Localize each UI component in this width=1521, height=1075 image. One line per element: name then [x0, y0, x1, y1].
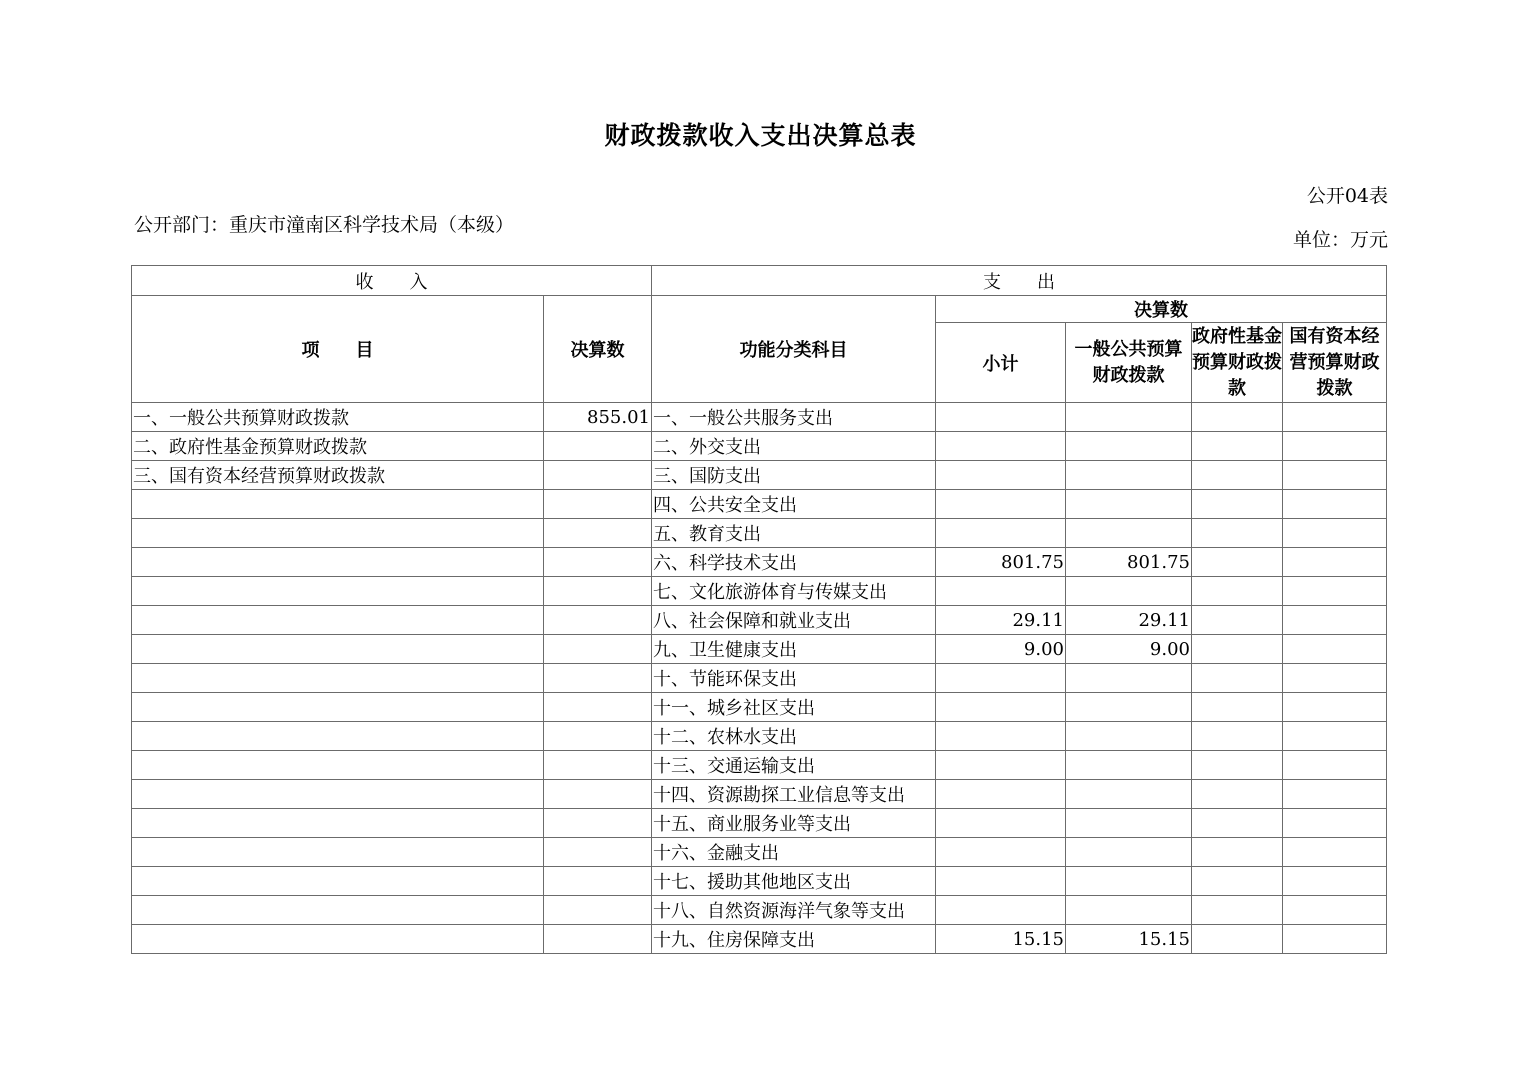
expense-item-cell: 二、外交支出: [652, 432, 936, 461]
gov-fund-cell: [1192, 461, 1283, 490]
general-budget-cell: [1066, 664, 1192, 693]
general-budget-cell: [1066, 867, 1192, 896]
income-amount-cell: [544, 461, 652, 490]
expense-item-cell: 六、科学技术支出: [652, 548, 936, 577]
subtotal-cell: [936, 867, 1066, 896]
income-amount-cell: [544, 925, 652, 954]
state-capital-cell: [1283, 432, 1387, 461]
subtotal-cell: 29.11: [936, 606, 1066, 635]
gov-fund-cell: [1192, 867, 1283, 896]
item-header: 项 目: [132, 296, 544, 403]
state-capital-cell: [1283, 461, 1387, 490]
subtotal-cell: [936, 809, 1066, 838]
state-capital-cell: [1283, 809, 1387, 838]
expense-item-cell: 七、文化旅游体育与传媒支出: [652, 577, 936, 606]
gov-fund-cell: [1192, 432, 1283, 461]
state-capital-cell: [1283, 490, 1387, 519]
income-amount-cell: [544, 896, 652, 925]
state-capital-cell: [1283, 751, 1387, 780]
expense-section-header: 支 出: [652, 266, 1387, 296]
state-capital-cell: [1283, 635, 1387, 664]
table-row: [132, 606, 1387, 635]
gov-fund-cell: [1192, 577, 1283, 606]
gov-fund-cell: [1192, 751, 1283, 780]
income-item-cell: [132, 664, 544, 693]
income-item-cell: [132, 751, 544, 780]
gov-fund-cell: [1192, 722, 1283, 751]
general-budget-cell: 9.00: [1066, 635, 1192, 664]
table-row: [132, 432, 1387, 461]
subtotal-header: 小计: [936, 323, 1066, 403]
state-capital-cell: [1283, 403, 1387, 432]
expense-item-cell: 五、教育支出: [652, 519, 936, 548]
subtotal-cell: [936, 461, 1066, 490]
income-amount-cell: [544, 577, 652, 606]
function-category-header: 功能分类科目: [652, 296, 936, 403]
expense-item-cell: 三、国防支出: [652, 461, 936, 490]
expense-item-cell: 十五、商业服务业等支出: [652, 809, 936, 838]
expense-item-cell: 四、公共安全支出: [652, 490, 936, 519]
income-amount-cell: [544, 780, 652, 809]
table-row: [132, 867, 1387, 896]
income-amount-header: 决算数: [544, 296, 652, 403]
subtotal-cell: [936, 519, 1066, 548]
income-item-cell: [132, 490, 544, 519]
state-capital-cell: [1283, 780, 1387, 809]
table-row: [132, 403, 1387, 432]
general-budget-cell: [1066, 403, 1192, 432]
general-budget-cell: [1066, 519, 1192, 548]
gov-fund-cell: [1192, 548, 1283, 577]
subtotal-cell: [936, 403, 1066, 432]
gov-fund-cell: [1192, 519, 1283, 548]
income-section-header: 收 入: [132, 266, 652, 296]
expense-item-cell: 一、一般公共服务支出: [652, 403, 936, 432]
table-row: [132, 461, 1387, 490]
income-amount-cell: [544, 664, 652, 693]
expense-item-cell: 十九、住房保障支出: [652, 925, 936, 954]
general-budget-cell: [1066, 896, 1192, 925]
general-budget-cell: 15.15: [1066, 925, 1192, 954]
gov-fund-cell: [1192, 490, 1283, 519]
general-budget-cell: [1066, 461, 1192, 490]
income-item-cell: [132, 635, 544, 664]
expense-item-cell: 十三、交通运输支出: [652, 751, 936, 780]
state-capital-cell: [1283, 925, 1387, 954]
general-budget-header: 一般公共预算财政拨款: [1066, 323, 1192, 403]
subtotal-cell: 9.00: [936, 635, 1066, 664]
income-amount-cell: [544, 606, 652, 635]
general-budget-cell: [1066, 432, 1192, 461]
subtotal-cell: [936, 577, 1066, 606]
income-item-cell: [132, 722, 544, 751]
subtotal-cell: [936, 432, 1066, 461]
subtotal-cell: [936, 490, 1066, 519]
income-amount-cell: [544, 722, 652, 751]
income-item-cell: [132, 693, 544, 722]
final-accounts-group-header: 决算数: [936, 296, 1387, 323]
expense-item-cell: 八、社会保障和就业支出: [652, 606, 936, 635]
general-budget-cell: [1066, 751, 1192, 780]
income-amount-cell: 855.01: [544, 403, 652, 432]
state-capital-cell: [1283, 693, 1387, 722]
form-number: 公开04表: [1306, 185, 1388, 207]
gov-fund-cell: [1192, 693, 1283, 722]
general-budget-cell: [1066, 490, 1192, 519]
subtotal-cell: 801.75: [936, 548, 1066, 577]
subtotal-cell: [936, 838, 1066, 867]
state-capital-cell: [1283, 867, 1387, 896]
subtotal-cell: 15.15: [936, 925, 1066, 954]
gov-fund-cell: [1192, 809, 1283, 838]
expense-item-cell: 十、节能环保支出: [652, 664, 936, 693]
state-capital-cell: [1283, 896, 1387, 925]
general-budget-cell: [1066, 780, 1192, 809]
income-item-cell: [132, 925, 544, 954]
state-capital-cell: [1283, 519, 1387, 548]
state-capital-cell: [1283, 838, 1387, 867]
table-row: [132, 693, 1387, 722]
general-budget-cell: [1066, 809, 1192, 838]
income-amount-cell: [544, 519, 652, 548]
table-row: [132, 664, 1387, 693]
gov-fund-cell: [1192, 780, 1283, 809]
gov-fund-cell: [1192, 606, 1283, 635]
table-row: [132, 838, 1387, 867]
income-amount-cell: [544, 838, 652, 867]
gov-fund-cell: [1192, 838, 1283, 867]
table-row: [132, 548, 1387, 577]
general-budget-cell: 801.75: [1066, 548, 1192, 577]
income-item-cell: 二、政府性基金预算财政拨款: [132, 432, 544, 461]
gov-fund-cell: [1192, 925, 1283, 954]
income-amount-cell: [544, 751, 652, 780]
subtotal-cell: [936, 896, 1066, 925]
gov-fund-cell: [1192, 403, 1283, 432]
income-item-cell: [132, 606, 544, 635]
income-item-cell: 一、一般公共预算财政拨款: [132, 403, 544, 432]
income-item-cell: [132, 867, 544, 896]
gov-fund-cell: [1192, 635, 1283, 664]
table-row: [132, 925, 1387, 954]
expense-item-cell: 十二、农林水支出: [652, 722, 936, 751]
state-capital-cell: [1283, 664, 1387, 693]
income-amount-cell: [544, 432, 652, 461]
expense-item-cell: 十八、自然资源海洋气象等支出: [652, 896, 936, 925]
income-amount-cell: [544, 635, 652, 664]
income-item-cell: [132, 896, 544, 925]
income-amount-cell: [544, 490, 652, 519]
gov-fund-header: 政府性基金预算财政拨款: [1192, 323, 1283, 403]
income-amount-cell: [544, 548, 652, 577]
page-title: 财政拨款收入支出决算总表: [604, 121, 917, 150]
general-budget-cell: [1066, 722, 1192, 751]
gov-fund-cell: [1192, 664, 1283, 693]
general-budget-cell: [1066, 577, 1192, 606]
income-item-cell: [132, 548, 544, 577]
state-capital-cell: [1283, 722, 1387, 751]
general-budget-cell: [1066, 693, 1192, 722]
income-amount-cell: [544, 693, 652, 722]
state-capital-cell: [1283, 577, 1387, 606]
income-item-cell: [132, 809, 544, 838]
table-row: [132, 519, 1387, 548]
expense-item-cell: 十一、城乡社区支出: [652, 693, 936, 722]
subtotal-cell: [936, 664, 1066, 693]
table-row: [132, 751, 1387, 780]
state-capital-header: 国有资本经营预算财政拨款: [1283, 323, 1387, 403]
table-row: [132, 780, 1387, 809]
table-row: [132, 722, 1387, 751]
general-budget-cell: 29.11: [1066, 606, 1192, 635]
income-item-cell: 三、国有资本经营预算财政拨款: [132, 461, 544, 490]
subtotal-cell: [936, 780, 1066, 809]
income-amount-cell: [544, 867, 652, 896]
income-amount-cell: [544, 809, 652, 838]
income-item-cell: [132, 519, 544, 548]
state-capital-cell: [1283, 548, 1387, 577]
state-capital-cell: [1283, 606, 1387, 635]
budget-table: [131, 265, 1387, 954]
department-label: 公开部门：重庆市潼南区科学技术局（本级）: [134, 214, 515, 236]
table-row: [132, 490, 1387, 519]
income-item-cell: [132, 780, 544, 809]
subtotal-cell: [936, 722, 1066, 751]
income-item-cell: [132, 577, 544, 606]
expense-item-cell: 十七、援助其他地区支出: [652, 867, 936, 896]
general-budget-cell: [1066, 838, 1192, 867]
gov-fund-cell: [1192, 896, 1283, 925]
subtotal-cell: [936, 693, 1066, 722]
income-item-cell: [132, 838, 544, 867]
table-row: [132, 809, 1387, 838]
expense-item-cell: 九、卫生健康支出: [652, 635, 936, 664]
unit-label: 单位：万元: [1292, 229, 1388, 251]
expense-item-cell: 十六、金融支出: [652, 838, 936, 867]
table-row: [132, 577, 1387, 606]
expense-item-cell: 十四、资源勘探工业信息等支出: [652, 780, 936, 809]
table-row: [132, 896, 1387, 925]
table-row: [132, 635, 1387, 664]
subtotal-cell: [936, 751, 1066, 780]
